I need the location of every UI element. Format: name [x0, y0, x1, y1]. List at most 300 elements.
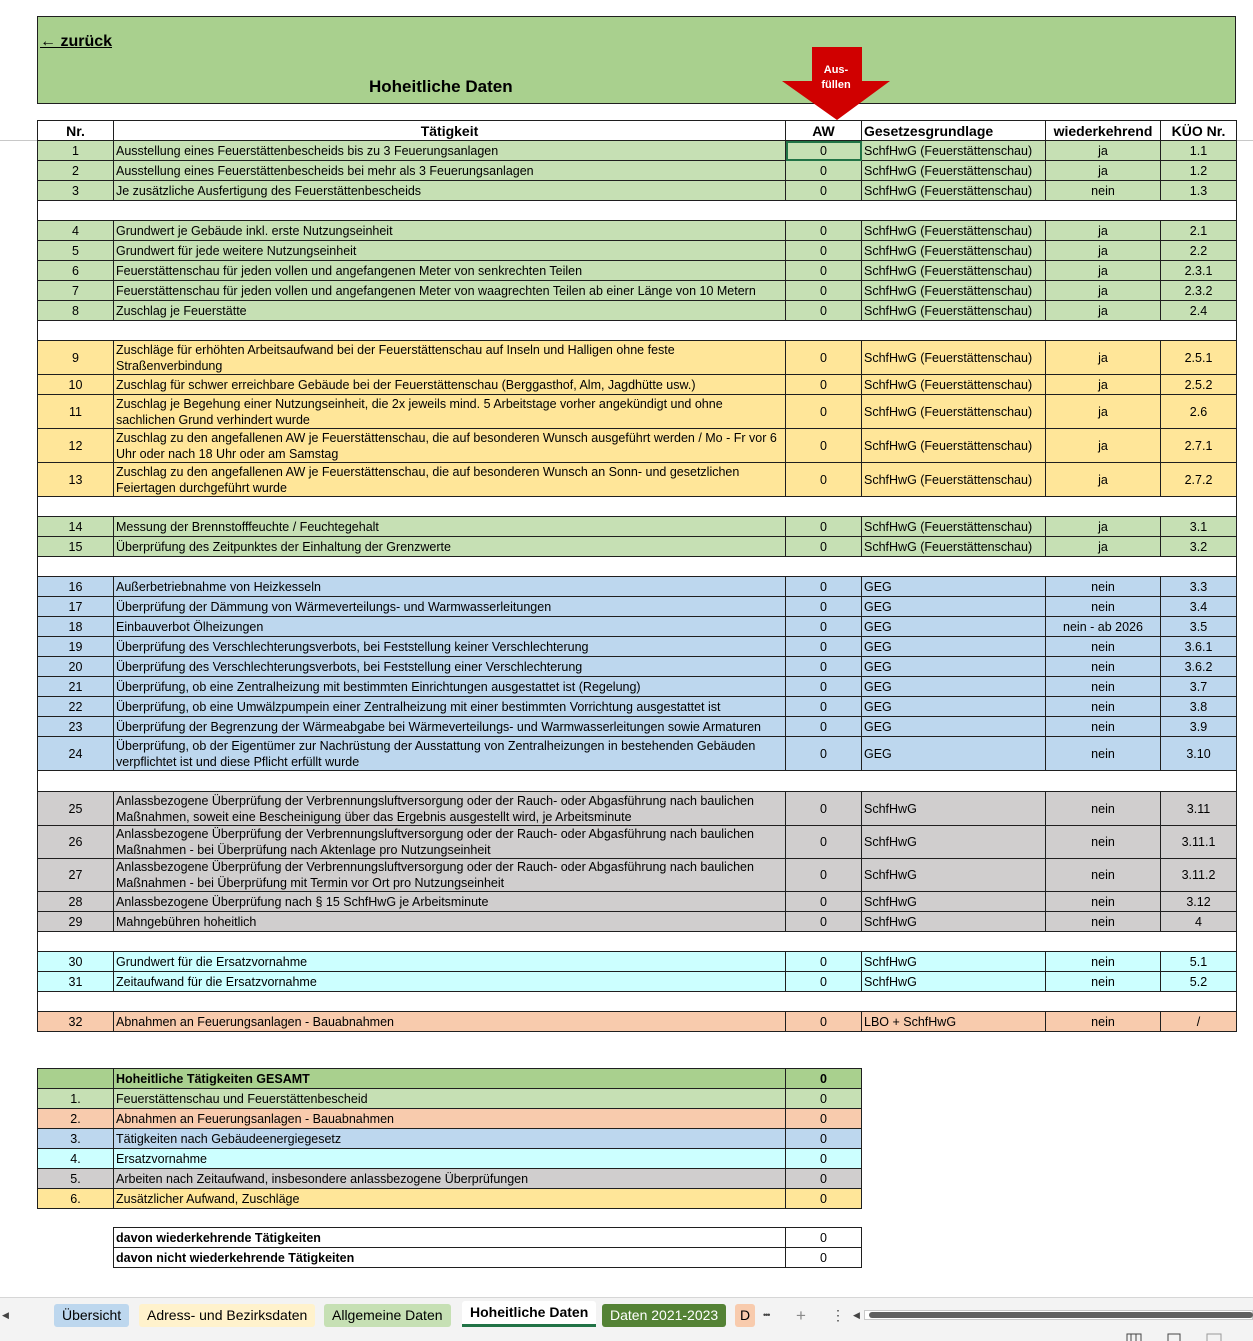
- row-aw-input[interactable]: 0: [786, 141, 862, 161]
- row-recurring: ja: [1046, 261, 1161, 281]
- spacer-row: [38, 497, 1237, 517]
- row-aw-input[interactable]: 0: [786, 241, 862, 261]
- row-kuo-nr: 4: [1161, 912, 1237, 932]
- row-nr: 25: [38, 792, 114, 826]
- row-nr: 6: [38, 261, 114, 281]
- spacer-cell: [38, 771, 1237, 792]
- add-sheet-icon[interactable]: +: [796, 1306, 806, 1325]
- row-kuo-nr: 2.5.2: [1161, 375, 1237, 395]
- row-activity: Feuerstättenschau für jeden vollen und angefangenen Meter von waagrechten Teilen ab einer Länge von 10 Metern: [114, 281, 786, 301]
- row-nr: 16: [38, 577, 114, 597]
- spacer-row: [38, 201, 1237, 221]
- totals-row: [114, 1248, 862, 1268]
- table-row: [38, 181, 1237, 201]
- row-law: SchfHwG (Feuerstättenschau): [862, 517, 1046, 537]
- back-link[interactable]: ← zurück: [40, 33, 113, 50]
- sheet-header: [37, 16, 1236, 104]
- row-law: SchfHwG: [862, 792, 1046, 826]
- row-law: GEG: [862, 577, 1046, 597]
- row-nr: 9: [38, 341, 114, 375]
- row-activity: Überprüfung, ob eine Zentralheizung mit bestimmten Einrichtungen ausgestattet ist (Regelung): [114, 677, 786, 697]
- row-law: SchfHwG (Feuerstättenschau): [862, 161, 1046, 181]
- table-row: [38, 972, 1237, 992]
- row-kuo-nr: 3.10: [1161, 737, 1237, 771]
- row-recurring: nein: [1046, 737, 1161, 771]
- row-aw-input[interactable]: 0: [786, 395, 862, 429]
- row-aw-input[interactable]: 0: [786, 341, 862, 375]
- fill-in-hint-line: füllen: [821, 79, 851, 91]
- row-recurring: nein: [1046, 972, 1161, 992]
- table-row: [38, 737, 1237, 771]
- summary-value[interactable]: 0: [786, 1169, 862, 1189]
- row-activity: Grundwert für die Ersatzvornahme: [114, 952, 786, 972]
- row-kuo-nr: 3.4: [1161, 597, 1237, 617]
- row-activity: Überprüfung der Dämmung von Wärmeverteilungs- und Warmwasserleitungen: [114, 597, 786, 617]
- summary-value[interactable]: 0: [786, 1129, 862, 1149]
- col-header-wiederkehrend: wiederkehrend: [1046, 121, 1161, 141]
- col-header-aw: AW: [786, 121, 862, 141]
- row-recurring: nein: [1046, 697, 1161, 717]
- row-activity: Zeitaufwand für die Ersatzvornahme: [114, 972, 786, 992]
- row-nr: 1: [38, 141, 114, 161]
- summary-nr: 1.: [38, 1089, 114, 1109]
- row-aw-input[interactable]: 0: [786, 859, 862, 892]
- row-nr: 27: [38, 859, 114, 892]
- summary-value[interactable]: 0: [786, 1149, 862, 1169]
- row-recurring: ja: [1046, 141, 1161, 161]
- row-aw-input[interactable]: 0: [786, 597, 862, 617]
- table-row: [38, 463, 1237, 497]
- row-law: SchfHwG: [862, 912, 1046, 932]
- table-row: [38, 697, 1237, 717]
- table-row: [38, 375, 1237, 395]
- row-aw-input[interactable]: 0: [786, 1012, 862, 1032]
- row-nr: 8: [38, 301, 114, 321]
- row-recurring: ja: [1046, 395, 1161, 429]
- table-row: [38, 1012, 1237, 1032]
- row-kuo-nr: 3.2: [1161, 537, 1237, 557]
- row-activity: Abnahmen an Feuerungsanlagen - Bauabnahmen: [114, 1012, 786, 1032]
- row-recurring: nein: [1046, 792, 1161, 826]
- row-nr: 31: [38, 972, 114, 992]
- summary-label: Tätigkeiten nach Gebäudeenergiegesetz: [114, 1129, 786, 1149]
- row-nr: 15: [38, 537, 114, 557]
- table-row: [38, 617, 1237, 637]
- table-row: [38, 952, 1237, 972]
- row-law: SchfHwG (Feuerstättenschau): [862, 281, 1046, 301]
- row-recurring: nein: [1046, 577, 1161, 597]
- sheet-menu-icon[interactable]: ⋮: [831, 1307, 845, 1323]
- row-law: SchfHwG: [862, 892, 1046, 912]
- table-row: [38, 892, 1237, 912]
- row-recurring: ja: [1046, 375, 1161, 395]
- row-recurring: nein: [1046, 181, 1161, 201]
- status-bar: [0, 1331, 1253, 1341]
- row-recurring: nein: [1046, 826, 1161, 859]
- row-law: SchfHwG (Feuerstättenschau): [862, 463, 1046, 497]
- summary-row: [38, 1189, 862, 1209]
- row-aw-input[interactable]: 0: [786, 717, 862, 737]
- table-row: [38, 826, 1237, 859]
- summary-nr: 2.: [38, 1109, 114, 1129]
- row-law: SchfHwG (Feuerstättenschau): [862, 429, 1046, 463]
- spacer-cell: [38, 557, 1237, 577]
- row-activity: Zuschlag für schwer erreichbare Gebäude bei der Feuerstättenschau (Berggasthof, Alm, Jagdhütte usw.): [114, 375, 786, 395]
- row-aw-input[interactable]: 0: [786, 952, 862, 972]
- row-law: GEG: [862, 637, 1046, 657]
- row-law: SchfHwG: [862, 972, 1046, 992]
- row-nr: 23: [38, 717, 114, 737]
- row-activity: Zuschläge für erhöhten Arbeitsaufwand bei der Feuerstättenschau auf Inseln und Halligen ohne feste Straßenverbindung: [114, 341, 786, 375]
- row-recurring: ja: [1046, 281, 1161, 301]
- tab-daten-2021-2023[interactable]: Daten 2021-2023: [602, 1304, 726, 1327]
- tab-hoheitliche-daten[interactable]: Hoheitliche Daten: [462, 1301, 596, 1327]
- row-kuo-nr: 2.4: [1161, 301, 1237, 321]
- summary-total[interactable]: 0: [786, 1069, 862, 1089]
- row-aw-input[interactable]: 0: [786, 792, 862, 826]
- row-nr: 20: [38, 657, 114, 677]
- row-activity: Zuschlag zu den angefallenen AW je Feuerstättenschau, die auf besonderen Wunsch an Sonn- und gesetzlichen Feiertagen durchgeführt wurde: [114, 463, 786, 497]
- row-aw-input[interactable]: 0: [786, 826, 862, 859]
- row-activity: Zuschlag je Begehung einer Nutzungseinheit, die 2x jeweils mind. 5 Arbeitstage vorher angekündigt und ohne sachlichen Grund verhindert wurde: [114, 395, 786, 429]
- row-kuo-nr: 3.6.2: [1161, 657, 1237, 677]
- row-kuo-nr: 2.7.2: [1161, 463, 1237, 497]
- row-recurring: nein - ab 2026: [1046, 617, 1161, 637]
- table-row: [38, 395, 1237, 429]
- tab-adress-und-bezirksdaten[interactable]: Adress- und Bezirksdaten: [139, 1304, 315, 1327]
- summary-label: Zusätzlicher Aufwand, Zuschläge: [114, 1189, 786, 1209]
- row-kuo-nr: 1.1: [1161, 141, 1237, 161]
- summary-value[interactable]: 0: [786, 1089, 862, 1109]
- table-row: [38, 657, 1237, 677]
- row-nr: 18: [38, 617, 114, 637]
- row-nr: 13: [38, 463, 114, 497]
- row-activity: Feuerstättenschau für jeden vollen und angefangenen Meter von senkrechten Teilen: [114, 261, 786, 281]
- summary-label: Abnahmen an Feuerungsanlagen - Bauabnahmen: [114, 1109, 786, 1129]
- row-law: GEG: [862, 737, 1046, 771]
- row-kuo-nr: 3.12: [1161, 892, 1237, 912]
- row-aw-input[interactable]: 0: [786, 261, 862, 281]
- row-activity: Anlassbezogene Überprüfung nach § 15 SchfHwG je Arbeitsminute: [114, 892, 786, 912]
- row-nr: 28: [38, 892, 114, 912]
- row-aw-input[interactable]: 0: [786, 657, 862, 677]
- table-row: [38, 677, 1237, 697]
- row-recurring: ja: [1046, 161, 1161, 181]
- row-aw-input[interactable]: 0: [786, 737, 862, 771]
- summary-label: Ersatzvornahme: [114, 1149, 786, 1169]
- table-row: [38, 517, 1237, 537]
- view-mode-icons[interactable]: [0, 1331, 1253, 1341]
- row-kuo-nr: 2.1: [1161, 221, 1237, 241]
- row-nr: 14: [38, 517, 114, 537]
- row-aw-input[interactable]: 0: [786, 972, 862, 992]
- row-nr: 12: [38, 429, 114, 463]
- row-recurring: nein: [1046, 892, 1161, 912]
- row-kuo-nr: 3.11: [1161, 792, 1237, 826]
- row-recurring: nein: [1046, 912, 1161, 932]
- row-nr: 11: [38, 395, 114, 429]
- summary-nr: 3.: [38, 1129, 114, 1149]
- row-aw-input[interactable]: 0: [786, 463, 862, 497]
- row-activity: Überprüfung, ob eine Umwälzpumpein einer Zentralheizung mit einer bestimmten Vorrichtung ausgestattet ist: [114, 697, 786, 717]
- row-recurring: ja: [1046, 301, 1161, 321]
- table-row: [38, 261, 1237, 281]
- table-row: [38, 141, 1237, 161]
- row-activity: Einbauverbot Ölheizungen: [114, 617, 786, 637]
- activity-table: [37, 120, 1237, 1032]
- summary-row: [38, 1109, 862, 1129]
- row-activity: Anlassbezogene Überprüfung der Verbrennungsluftversorgung oder der Rauch- oder Abgasführung nach baulichen Maßnahmen, soweit eine Bescheinigung über das Ergebnis ausgestellt wird, je Arbeitsminute: [114, 792, 786, 826]
- row-nr: 3: [38, 181, 114, 201]
- row-law: SchfHwG: [862, 952, 1046, 972]
- row-nr: 5: [38, 241, 114, 261]
- row-activity: Überprüfung des Verschlechterungsverbots, bei Feststellung einer Verschlechterung: [114, 657, 786, 677]
- table-row: [38, 537, 1237, 557]
- scroll-left-icon[interactable]: ◀: [853, 1310, 860, 1320]
- tab-allgemeine-daten[interactable]: Allgemeine Daten: [324, 1304, 451, 1327]
- row-kuo-nr: 2.2: [1161, 241, 1237, 261]
- row-kuo-nr: 2.7.1: [1161, 429, 1237, 463]
- totals-label: davon wiederkehrende Tätigkeiten: [114, 1228, 786, 1248]
- row-aw-input[interactable]: 0: [786, 537, 862, 557]
- row-kuo-nr: 3.1: [1161, 517, 1237, 537]
- row-aw-input[interactable]: 0: [786, 697, 862, 717]
- tab-d[interactable]: D: [735, 1304, 755, 1327]
- row-activity: Zuschlag zu den angefallenen AW je Feuerstättenschau, die auf besonderen Wunsch ausgeführt werden / Mo - Fr vor 6 Uhr oder nach 18 Uhr oder am Samstag: [114, 429, 786, 463]
- spacer-row: [38, 932, 1237, 952]
- row-kuo-nr: /: [1161, 1012, 1237, 1032]
- col-header-gesetz: Gesetzesgrundlage: [862, 121, 1046, 141]
- row-law: SchfHwG (Feuerstättenschau): [862, 221, 1046, 241]
- row-law: SchfHwG (Feuerstättenschau): [862, 375, 1046, 395]
- row-activity: Ausstellung eines Feuerstättenbescheids bis zu 3 Feuerungsanlagen: [114, 141, 786, 161]
- table-row: [38, 912, 1237, 932]
- row-recurring: ja: [1046, 221, 1161, 241]
- row-recurring: ja: [1046, 429, 1161, 463]
- row-law: SchfHwG (Feuerstättenschau): [862, 395, 1046, 429]
- summary-label: Arbeiten nach Zeitaufwand, insbesondere anlassbezogene Überprüfungen: [114, 1169, 786, 1189]
- row-nr: 2: [38, 161, 114, 181]
- fill-in-arrow: [782, 47, 890, 120]
- row-aw-input[interactable]: 0: [786, 637, 862, 657]
- row-aw-input[interactable]: 0: [786, 429, 862, 463]
- totals-value[interactable]: 0: [786, 1228, 862, 1248]
- row-recurring: ja: [1046, 517, 1161, 537]
- fill-in-hint-line: Aus-: [823, 64, 849, 76]
- row-law: GEG: [862, 717, 1046, 737]
- summary-nr: 6.: [38, 1189, 114, 1209]
- summary-row: [38, 1089, 862, 1109]
- row-kuo-nr: 2.5.1: [1161, 341, 1237, 375]
- sheet-tab-bar: [0, 1297, 1253, 1331]
- row-activity: Mahngebühren hoheitlich: [114, 912, 786, 932]
- totals-row: [114, 1228, 862, 1248]
- row-activity: Messung der Brennstofffeuchte / Feuchtegehalt: [114, 517, 786, 537]
- summary-nr: 4.: [38, 1149, 114, 1169]
- row-law: GEG: [862, 657, 1046, 677]
- totals-value[interactable]: 0: [786, 1248, 862, 1268]
- row-kuo-nr: 5.1: [1161, 952, 1237, 972]
- row-recurring: nein: [1046, 1012, 1161, 1032]
- row-recurring: nein: [1046, 597, 1161, 617]
- row-aw-input[interactable]: 0: [786, 281, 862, 301]
- row-aw-input[interactable]: 0: [786, 181, 862, 201]
- summary-header-row: [38, 1069, 862, 1089]
- tab-scroll-left-icon[interactable]: ◀: [2, 1310, 9, 1320]
- row-kuo-nr: 2.3.2: [1161, 281, 1237, 301]
- row-law: SchfHwG (Feuerstättenschau): [862, 261, 1046, 281]
- fill-in-hint: [815, 63, 857, 93]
- row-kuo-nr: 3.3: [1161, 577, 1237, 597]
- row-activity: Ausstellung eines Feuerstättenbescheids bei mehr als 3 Feuerungsanlagen: [114, 161, 786, 181]
- table-row: [38, 597, 1237, 617]
- summary-label: Feuerstättenschau und Feuerstättenbescheid: [114, 1089, 786, 1109]
- col-header-nr: Nr.: [38, 121, 114, 141]
- table-row: [38, 341, 1237, 375]
- horizontal-scrollbar[interactable]: [864, 1310, 1253, 1320]
- summary-table: [37, 1068, 862, 1209]
- summary-value[interactable]: 0: [786, 1189, 862, 1209]
- summary-row: [38, 1149, 862, 1169]
- row-law: SchfHwG: [862, 826, 1046, 859]
- table-row: [38, 281, 1237, 301]
- row-activity: Überprüfung, ob der Eigentümer zur Nachrüstung der Ausstattung von Zentralheizungen in bestehenden Gebäuden verpflichtet ist und diese Pflicht erfüllt wurde: [114, 737, 786, 771]
- row-kuo-nr: 3.11.1: [1161, 826, 1237, 859]
- row-recurring: ja: [1046, 341, 1161, 375]
- col-header-taetigkeit: Tätigkeit: [114, 121, 786, 141]
- row-law: GEG: [862, 597, 1046, 617]
- row-recurring: ja: [1046, 463, 1161, 497]
- row-recurring: ja: [1046, 241, 1161, 261]
- spacer-row: [38, 321, 1237, 341]
- summary-row: [38, 1169, 862, 1189]
- row-aw-input[interactable]: 0: [786, 161, 862, 181]
- summary-row: [38, 1129, 862, 1149]
- row-activity: Je zusätzliche Ausfertigung des Feuerstättenbescheids: [114, 181, 786, 201]
- table-row: [38, 577, 1237, 597]
- row-kuo-nr: 3.9: [1161, 717, 1237, 737]
- summary-header-empty: [38, 1069, 114, 1089]
- table-row: [38, 859, 1237, 892]
- row-nr: 10: [38, 375, 114, 395]
- row-nr: 26: [38, 826, 114, 859]
- spacer-row: [38, 557, 1237, 577]
- row-law: SchfHwG (Feuerstättenschau): [862, 141, 1046, 161]
- table-header-row: [38, 121, 1237, 141]
- row-aw-input[interactable]: 0: [786, 892, 862, 912]
- row-nr: 19: [38, 637, 114, 657]
- row-kuo-nr: 3.6.1: [1161, 637, 1237, 657]
- row-aw-input[interactable]: 0: [786, 301, 862, 321]
- table-row: [38, 637, 1237, 657]
- summary-nr: 5.: [38, 1169, 114, 1189]
- tab-uebersicht[interactable]: Übersicht: [54, 1304, 129, 1327]
- row-nr: 22: [38, 697, 114, 717]
- spacer-row: [38, 771, 1237, 792]
- row-law: SchfHwG (Feuerstättenschau): [862, 241, 1046, 261]
- row-nr: 32: [38, 1012, 114, 1032]
- row-activity: Außerbetriebnahme von Heizkesseln: [114, 577, 786, 597]
- page-title: Hoheitliche Daten: [369, 77, 513, 96]
- row-kuo-nr: 2.3.1: [1161, 261, 1237, 281]
- spacer-cell: [38, 992, 1237, 1012]
- row-law: GEG: [862, 617, 1046, 637]
- spacer-cell: [38, 201, 1237, 221]
- row-aw-input[interactable]: 0: [786, 375, 862, 395]
- row-aw-input[interactable]: 0: [786, 517, 862, 537]
- row-kuo-nr: 1.2: [1161, 161, 1237, 181]
- row-kuo-nr: 3.5: [1161, 617, 1237, 637]
- spacer-cell: [38, 321, 1237, 341]
- totals-label: davon nicht wiederkehrende Tätigkeiten: [114, 1248, 786, 1268]
- row-activity: Anlassbezogene Überprüfung der Verbrennungsluftversorgung oder der Rauch- oder Abgasführung nach baulichen Maßnahmen - bei Überprüfung nach Aktenlage pro Nutzungseinheit: [114, 826, 786, 859]
- row-activity: Zuschlag je Feuerstätte: [114, 301, 786, 321]
- table-row: [38, 301, 1237, 321]
- row-recurring: nein: [1046, 717, 1161, 737]
- row-activity: Überprüfung des Verschlechterungsverbots, bei Feststellung keiner Verschlechterung: [114, 637, 786, 657]
- row-kuo-nr: 5.2: [1161, 972, 1237, 992]
- recurrence-totals-table: [113, 1227, 862, 1268]
- row-recurring: nein: [1046, 952, 1161, 972]
- row-recurring: nein: [1046, 677, 1161, 697]
- row-activity: Überprüfung der Begrenzung der Wärmeabgabe bei Wärmeverteilungs- und Warmwasserleitungen sowie Armaturen: [114, 717, 786, 737]
- row-nr: 30: [38, 952, 114, 972]
- row-kuo-nr: 3.7: [1161, 677, 1237, 697]
- row-law: SchfHwG (Feuerstättenschau): [862, 341, 1046, 375]
- row-aw-input[interactable]: 0: [786, 912, 862, 932]
- row-law: SchfHwG (Feuerstättenschau): [862, 537, 1046, 557]
- row-recurring: nein: [1046, 859, 1161, 892]
- row-activity: Grundwert je Gebäude inkl. erste Nutzungseinheit: [114, 221, 786, 241]
- row-activity: Überprüfung des Zeitpunktes der Einhaltung der Grenzwerte: [114, 537, 786, 557]
- table-row: [38, 241, 1237, 261]
- spacer-row: [38, 992, 1237, 1012]
- row-law: SchfHwG (Feuerstättenschau): [862, 301, 1046, 321]
- summary-value[interactable]: 0: [786, 1109, 862, 1129]
- row-aw-input[interactable]: 0: [786, 221, 862, 241]
- row-nr: 7: [38, 281, 114, 301]
- row-aw-input[interactable]: 0: [786, 617, 862, 637]
- row-nr: 24: [38, 737, 114, 771]
- row-law: SchfHwG (Feuerstättenschau): [862, 181, 1046, 201]
- row-recurring: ja: [1046, 537, 1161, 557]
- table-row: [38, 717, 1237, 737]
- scrollbar-thumb[interactable]: [869, 1312, 1253, 1318]
- row-activity: Grundwert für jede weitere Nutzungseinheit: [114, 241, 786, 261]
- row-aw-input[interactable]: 0: [786, 577, 862, 597]
- row-recurring: nein: [1046, 637, 1161, 657]
- spacer-cell: [38, 497, 1237, 517]
- table-row: [38, 429, 1237, 463]
- table-row: [38, 161, 1237, 181]
- row-activity: Anlassbezogene Überprüfung der Verbrennungsluftversorgung oder der Rauch- oder Abgasführung nach baulichen Maßnahmen - bei Überprüfung mit Termin vor Ort pro Nutzungseinheit: [114, 859, 786, 892]
- summary-title: Hoheitliche Tätigkeiten GESAMT: [114, 1069, 786, 1089]
- col-header-kuo: KÜO Nr.: [1161, 121, 1237, 141]
- more-tabs-icon[interactable]: •••: [763, 1310, 770, 1320]
- row-kuo-nr: 2.6: [1161, 395, 1237, 429]
- row-nr: 29: [38, 912, 114, 932]
- row-aw-input[interactable]: 0: [786, 677, 862, 697]
- row-nr: 21: [38, 677, 114, 697]
- row-law: GEG: [862, 697, 1046, 717]
- row-law: LBO + SchfHwG: [862, 1012, 1046, 1032]
- row-law: SchfHwG: [862, 859, 1046, 892]
- row-kuo-nr: 3.8: [1161, 697, 1237, 717]
- row-kuo-nr: 3.11.2: [1161, 859, 1237, 892]
- row-recurring: nein: [1046, 657, 1161, 677]
- table-row: [38, 792, 1237, 826]
- row-nr: 17: [38, 597, 114, 617]
